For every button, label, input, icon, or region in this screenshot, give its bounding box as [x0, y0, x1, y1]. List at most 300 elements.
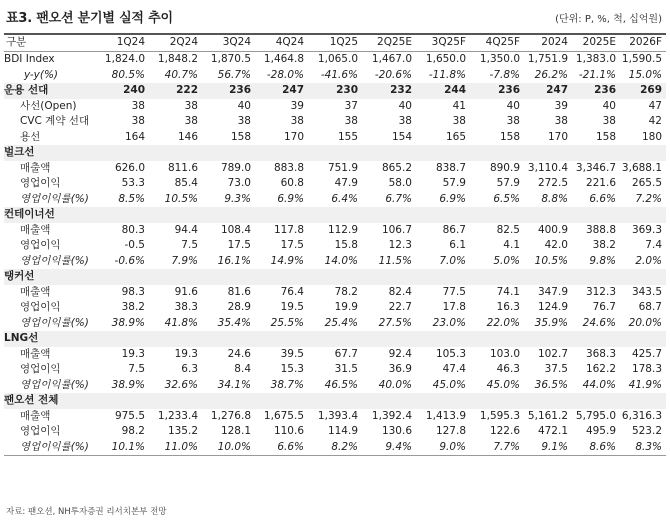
table-cell: 76.7	[592, 301, 616, 313]
table-cell	[572, 331, 620, 347]
table-cell: 103.0	[489, 347, 520, 360]
table-cell	[572, 393, 620, 409]
table-cell: 975.5	[114, 409, 145, 422]
table-cell: 67.7	[334, 347, 358, 360]
table-cell: 5,161.2	[527, 409, 568, 422]
table-cell: -0.5	[124, 239, 145, 251]
table-cell: 165	[445, 130, 466, 143]
table-cell: 6.4%	[331, 192, 358, 205]
row-label: 매출액	[20, 223, 51, 236]
table-row	[4, 285, 666, 301]
row-label: 사선(Open)	[20, 99, 77, 112]
table-cell: 38.9%	[111, 378, 145, 391]
table-cell: 865.2	[381, 161, 412, 174]
table-cell	[255, 393, 308, 409]
table-cell: 27.5%	[378, 316, 412, 329]
table-row	[4, 52, 666, 68]
table-cell: 8.3%	[620, 440, 666, 456]
table-cell: -21.1%	[578, 68, 616, 81]
table-cell	[416, 145, 470, 161]
table-cell: 31.5	[334, 363, 358, 375]
table-cell: 6.9%	[439, 192, 466, 205]
table-cell: 122.6	[489, 425, 520, 437]
row-label: 영업이익률(%)	[20, 192, 89, 205]
table-cell: 16.3	[496, 301, 520, 313]
table-cell: 25.4%	[324, 316, 358, 329]
table-cell	[96, 331, 149, 347]
table-cell	[96, 145, 149, 161]
table-cell: 46.3	[496, 363, 520, 375]
table-cell: 6.7%	[385, 192, 412, 205]
table-cell	[572, 207, 620, 223]
table-cell: 60.8	[280, 177, 304, 189]
table-cell: 236	[470, 83, 524, 99]
table-cell	[255, 331, 308, 347]
quarterly-results-table	[4, 33, 666, 456]
header-period: 2026F	[620, 34, 666, 52]
table-cell: 44.0%	[582, 378, 616, 391]
table-cell: 368.3	[585, 347, 616, 360]
table-body	[4, 52, 666, 456]
table-cell: 20.0%	[628, 316, 662, 329]
table-cell: 1,590.5	[621, 53, 662, 65]
table-cell: 6.6%	[589, 192, 616, 205]
table-cell	[362, 331, 416, 347]
table-cell: 7.9%	[171, 254, 198, 267]
table-cell	[202, 145, 255, 161]
table-cell: 272.5	[537, 177, 568, 189]
table-cell: 14.9%	[270, 254, 304, 267]
table-cell	[149, 331, 202, 347]
section-row	[4, 331, 666, 347]
table-cell: 17.8	[442, 301, 466, 313]
table-cell: -11.8%	[428, 68, 466, 81]
table-cell: 1,413.9	[425, 409, 466, 422]
table-cell: 110.6	[273, 425, 304, 437]
table-row	[4, 114, 666, 130]
table-cell: 57.9	[442, 177, 466, 189]
table-cell	[620, 145, 666, 161]
table-cell: 7.0%	[439, 254, 466, 267]
table-cell: 40	[602, 99, 616, 112]
table-cell	[202, 393, 255, 409]
table-row	[4, 378, 666, 394]
table-cell	[572, 145, 620, 161]
table-header-row	[4, 34, 666, 52]
table-cell	[255, 145, 308, 161]
table-row	[4, 192, 666, 208]
header-period: 4Q24	[255, 34, 308, 52]
row-label: 매출액	[20, 347, 51, 360]
table-cell: 56.7%	[217, 68, 251, 81]
table-cell: 40.7%	[164, 68, 198, 81]
table-cell: 6.1	[449, 239, 466, 251]
table-cell: 40	[506, 99, 520, 112]
header-period: 2024	[524, 34, 572, 52]
table-cell: 890.9	[489, 161, 520, 174]
table-row	[4, 409, 666, 425]
table-cell: 751.9	[327, 161, 358, 174]
table-cell	[255, 207, 308, 223]
table-cell: 98.3	[121, 285, 145, 298]
table-cell: 38	[237, 115, 251, 127]
table-cell: 39	[290, 99, 304, 112]
table-cell: 81.6	[227, 285, 251, 298]
table-cell: 24.6%	[582, 316, 616, 329]
header-period: 1Q25	[308, 34, 362, 52]
table-cell: 154	[391, 130, 412, 143]
table-row	[4, 316, 666, 332]
table-cell: 247	[255, 83, 308, 99]
table-cell: 2.0%	[635, 254, 662, 267]
table-cell: 41	[452, 99, 466, 112]
table-cell: 35.9%	[534, 316, 568, 329]
table-cell: 7.7%	[470, 440, 524, 456]
table-cell	[149, 269, 202, 285]
table-cell: 425.7	[631, 347, 662, 360]
table-cell: 22.7	[388, 301, 412, 313]
row-label: 영업이익률(%)	[20, 316, 89, 329]
table-cell	[202, 207, 255, 223]
table-cell: 38.2	[121, 301, 145, 313]
table-row	[4, 440, 666, 456]
table-cell: 10.5%	[164, 192, 198, 205]
table-cell: 25.5%	[270, 316, 304, 329]
table-cell: 105.3	[435, 347, 466, 360]
table-cell: 222	[149, 83, 202, 99]
table-cell: 8.4	[234, 363, 251, 375]
table-cell: 6,316.3	[621, 409, 662, 422]
row-label: 탱커선	[4, 269, 96, 285]
header-period: 3Q25F	[416, 34, 470, 52]
table-cell: 74.1	[496, 285, 520, 298]
table-cell	[524, 393, 572, 409]
table-cell: 388.8	[585, 223, 616, 236]
table-cell: -7.8%	[489, 68, 520, 81]
table-cell: 108.4	[220, 223, 251, 236]
header-period: 2Q25E	[362, 34, 416, 52]
table-cell: 3,688.1	[621, 161, 662, 174]
table-cell: 78.2	[334, 285, 358, 298]
table-cell: 106.7	[381, 223, 412, 236]
table-cell: 247	[524, 83, 572, 99]
table-cell: 5,795.0	[575, 409, 616, 422]
table-cell: 15.3	[280, 363, 304, 375]
table-cell: 17.5	[280, 239, 304, 251]
table-cell: 36.9	[388, 363, 412, 375]
table-cell	[308, 331, 362, 347]
header-period: 1Q24	[96, 34, 149, 52]
table-cell: 94.4	[174, 223, 198, 236]
row-label: 영업이익	[20, 363, 61, 375]
table-cell	[149, 393, 202, 409]
table-cell: -41.6%	[320, 68, 358, 81]
row-label: 벌크선	[4, 145, 96, 161]
row-label: CVC 계약 선대	[20, 115, 90, 127]
table-cell: 9.0%	[416, 440, 470, 456]
table-cell: 46.5%	[324, 378, 358, 391]
table-cell: 40.0%	[378, 378, 412, 391]
table-cell: 58.0	[388, 177, 412, 189]
table-cell	[470, 207, 524, 223]
table-row	[4, 424, 666, 440]
table-cell: -0.6%	[114, 254, 145, 267]
table-cell: 1,467.0	[371, 53, 412, 65]
table-cell: 37	[344, 99, 358, 112]
table-cell: 6.3	[181, 363, 198, 375]
table-cell: 26.2%	[534, 68, 568, 81]
table-cell: 38	[506, 115, 520, 127]
table-cell: 400.9	[537, 223, 568, 236]
table-cell: 38	[131, 115, 145, 127]
row-label: 팬오션 전체	[4, 393, 96, 409]
table-cell	[96, 393, 149, 409]
table-cell: 1,848.2	[157, 53, 198, 65]
table-cell: 22.0%	[486, 316, 520, 329]
table-cell: 112.9	[327, 223, 358, 236]
table-cell	[96, 269, 149, 285]
table-cell: 38	[398, 115, 412, 127]
table-row	[4, 161, 666, 177]
table-cell: 164	[124, 130, 145, 143]
table-cell: 38.7%	[270, 378, 304, 391]
header-label: 구분	[4, 34, 96, 52]
row-label: 영업이익	[20, 301, 61, 313]
table-row	[4, 130, 666, 146]
table-cell: 158	[230, 130, 251, 143]
table-cell: 19.3	[174, 347, 198, 360]
table-cell: 68.7	[638, 301, 662, 313]
table-cell: 11.0%	[149, 440, 202, 456]
table-cell: -28.0%	[266, 68, 304, 81]
table-cell: 495.9	[585, 425, 616, 437]
table-cell: 8.8%	[541, 192, 568, 205]
table-cell: 114.9	[327, 425, 358, 437]
table-cell: 9.4%	[362, 440, 416, 456]
table-cell: 8.2%	[308, 440, 362, 456]
table-cell: 38	[184, 99, 198, 112]
row-label: 용선	[20, 130, 41, 143]
table-cell: 4.1	[503, 239, 520, 251]
table-cell: 1,383.0	[575, 53, 616, 65]
table-cell: 38	[131, 99, 145, 112]
table-cell: 343.5	[631, 285, 662, 298]
table-cell: 1,464.8	[263, 53, 304, 65]
table-cell: 230	[308, 83, 362, 99]
table-cell: 1,595.3	[479, 409, 520, 422]
row-label: 매출액	[20, 161, 51, 174]
table-cell: 47	[648, 99, 662, 112]
table-cell: 162.2	[585, 363, 616, 375]
table-cell: 86.7	[442, 223, 466, 236]
table-cell: 240	[96, 83, 149, 99]
row-label: 영업이익률(%)	[20, 254, 89, 267]
table-cell: 472.1	[537, 425, 568, 437]
row-label: 매출액	[20, 409, 51, 422]
table-cell	[255, 269, 308, 285]
table-cell: 7.5	[181, 239, 198, 251]
table-cell: 3,110.4	[527, 161, 568, 174]
table-cell	[470, 269, 524, 285]
table-cell: 369.3	[631, 223, 662, 236]
section-row	[4, 269, 666, 285]
table-cell: 117.8	[273, 223, 304, 236]
table-cell: 15.8	[334, 239, 358, 251]
source-note: 자료: 팬오션, NH투자증권 리서치본부 전망	[6, 507, 167, 517]
table-cell: 36.5%	[534, 378, 568, 391]
table-cell: 47.4	[442, 363, 466, 375]
table-cell: 1,751.9	[527, 53, 568, 65]
table-cell: 170	[547, 130, 568, 143]
section-row	[4, 207, 666, 223]
table-cell: 221.6	[585, 177, 616, 189]
table-cell: 244	[416, 83, 470, 99]
table-cell: 1,675.5	[263, 409, 304, 422]
table-cell: -20.6%	[374, 68, 412, 81]
header-period: 3Q24	[202, 34, 255, 52]
table-cell: 85.4	[174, 177, 198, 189]
table-cell: 45.0%	[486, 378, 520, 391]
table-cell: 3,346.7	[575, 161, 616, 174]
row-label: y-y(%)	[24, 68, 59, 81]
table-cell: 73.0	[227, 177, 251, 189]
row-label: 영업이익	[20, 425, 61, 437]
table-cell	[416, 331, 470, 347]
table-cell: 128.1	[220, 425, 251, 437]
table-cell	[470, 145, 524, 161]
table-cell: 42.0	[544, 239, 568, 251]
table-cell: 38	[602, 115, 616, 127]
table-cell: 38	[554, 115, 568, 127]
table-cell: 232	[362, 83, 416, 99]
table-cell: 32.6%	[164, 378, 198, 391]
table-cell: 19.9	[334, 301, 358, 313]
table-cell	[308, 393, 362, 409]
table-cell: 19.3	[121, 347, 145, 360]
table-cell	[202, 331, 255, 347]
table-cell: 77.5	[442, 285, 466, 298]
table-cell: 7.5	[128, 363, 145, 375]
table-row	[4, 347, 666, 363]
table-cell: 135.2	[167, 425, 198, 437]
table-cell: 130.6	[381, 425, 412, 437]
table-cell: 45.0%	[432, 378, 466, 391]
table-row	[4, 362, 666, 378]
table-cell: 38	[344, 115, 358, 127]
row-label: 매출액	[20, 285, 51, 298]
table-cell: 39	[554, 99, 568, 112]
table-cell: 146	[177, 130, 198, 143]
table-cell: 11.5%	[378, 254, 412, 267]
table-cell: 57.9	[496, 177, 520, 189]
table-cell: 12.3	[388, 239, 412, 251]
table-cell: 180	[641, 130, 662, 143]
table-cell	[416, 207, 470, 223]
table-row	[4, 254, 666, 270]
table-cell: 35.4%	[217, 316, 251, 329]
table-cell: 9.1%	[524, 440, 572, 456]
table-cell: 17.5	[227, 239, 251, 251]
table-cell: 92.4	[388, 347, 412, 360]
table-cell: 8.6%	[572, 440, 620, 456]
table-cell: 15.0%	[628, 68, 662, 81]
table-cell: 28.9	[227, 301, 251, 313]
table-cell: 883.8	[273, 161, 304, 174]
table-cell	[620, 207, 666, 223]
table-cell: 10.1%	[96, 440, 149, 456]
section-row	[4, 83, 666, 99]
table-cell: 155	[337, 130, 358, 143]
table-cell: 158	[595, 130, 616, 143]
table-cell: 38	[184, 115, 198, 127]
table-cell: 38.2	[592, 239, 616, 251]
table-cell: 236	[202, 83, 255, 99]
table-cell	[620, 269, 666, 285]
table-row	[4, 238, 666, 254]
table-cell	[308, 269, 362, 285]
table-cell	[524, 331, 572, 347]
unit-note: (단위: P, %, 척, 십억원)	[555, 14, 662, 25]
table-cell: 40	[237, 99, 251, 112]
row-label: 영업이익	[20, 239, 61, 251]
table-cell: 7.4	[645, 239, 662, 251]
table-cell: 811.6	[167, 161, 198, 174]
table-cell: 170	[283, 130, 304, 143]
header-period: 2Q24	[149, 34, 202, 52]
table-cell: 178.3	[631, 363, 662, 375]
table-cell: 24.6	[227, 347, 251, 360]
row-label: 영업이익	[20, 177, 61, 189]
table-cell	[470, 393, 524, 409]
table-cell: 265.5	[631, 177, 662, 189]
table-cell: 523.2	[631, 425, 662, 437]
table-cell: 158	[499, 130, 520, 143]
table-cell: 1,233.4	[157, 409, 198, 422]
table-cell: 91.6	[174, 285, 198, 298]
table-cell: 10.5%	[534, 254, 568, 267]
table-cell: 9.3%	[224, 192, 251, 205]
table-cell	[362, 393, 416, 409]
table-cell: 236	[572, 83, 620, 99]
section-row	[4, 145, 666, 161]
table-cell: 1,824.0	[104, 53, 145, 65]
table-cell	[362, 145, 416, 161]
table-row	[4, 176, 666, 192]
table-row	[4, 99, 666, 115]
table-cell: 1,650.0	[425, 53, 466, 65]
table-cell: 39.5	[280, 347, 304, 360]
table-row	[4, 223, 666, 239]
table-cell: 98.2	[121, 425, 145, 437]
table-cell	[416, 393, 470, 409]
row-label: 영업이익률(%)	[4, 440, 96, 456]
row-label: 컨테이너선	[4, 207, 96, 223]
table-cell	[572, 269, 620, 285]
table-row	[4, 68, 666, 84]
table-cell: 47.9	[334, 177, 358, 189]
table-cell	[362, 269, 416, 285]
table-cell: 1,870.5	[210, 53, 251, 65]
table-cell: 38	[452, 115, 466, 127]
table-cell: 127.8	[435, 425, 466, 437]
table-cell: 1,392.4	[371, 409, 412, 422]
table-cell	[149, 207, 202, 223]
table-cell	[416, 269, 470, 285]
table-cell: 6.9%	[277, 192, 304, 205]
table-cell: 8.5%	[118, 192, 145, 205]
table-cell: 5.0%	[493, 254, 520, 267]
table-cell	[524, 145, 572, 161]
